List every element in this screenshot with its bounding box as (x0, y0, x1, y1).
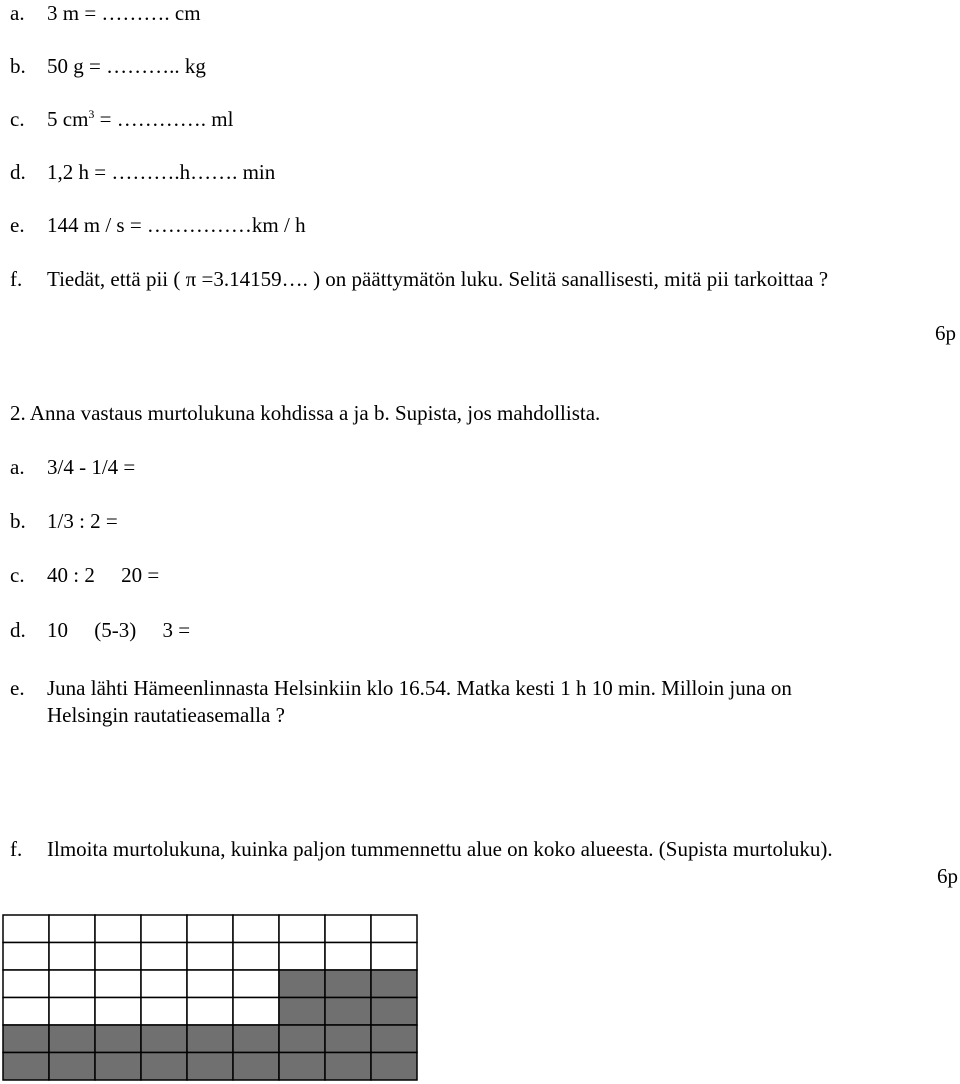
grid-cell-shaded (279, 1053, 325, 1081)
grid-cell (49, 943, 95, 971)
item-label: d. (10, 618, 26, 642)
grid-cell (3, 970, 49, 998)
points-label: 6p (935, 321, 956, 345)
grid-cell-shaded (95, 1053, 141, 1081)
grid-cell (95, 943, 141, 971)
item-text: Juna lähti Hämeenlinnasta Helsinkiin klo 16.54. Matka kesti 1 h 10 min. Milloin juna on (47, 676, 792, 700)
grid-cell (49, 915, 95, 943)
grid-cell (95, 915, 141, 943)
grid-cell-shaded (233, 1053, 279, 1081)
grid-cell-shaded (279, 970, 325, 998)
item-text: 10 (5-3) 3 = (47, 618, 191, 642)
item-label: e. (10, 213, 25, 237)
item-label: a. (10, 455, 25, 479)
item-text: 3/4 - 1/4 = (47, 455, 136, 479)
superscript: 3 (88, 107, 95, 121)
item-text: 144 m / s = ……………km / h (47, 213, 306, 237)
grid-cell-shaded (325, 998, 371, 1026)
grid-cell-shaded (371, 998, 417, 1026)
item-label: b. (10, 54, 26, 78)
item-text: 1/3 : 2 = (47, 509, 118, 533)
item-label: e. (10, 676, 25, 700)
item-label: d. (10, 160, 26, 184)
grid-cell (233, 998, 279, 1026)
grid-cell-shaded (325, 1053, 371, 1081)
item-label: c. (10, 563, 25, 587)
grid-cell-shaded (279, 1025, 325, 1053)
grid-cell (3, 943, 49, 971)
item-label: c. (10, 107, 25, 131)
points-label: 6p (937, 864, 958, 888)
grid-cell (325, 915, 371, 943)
grid-cell-shaded (279, 998, 325, 1026)
item-text: 50 g = ……….. kg (47, 54, 206, 78)
item-text-after: = …………. ml (94, 107, 234, 131)
grid-cell-shaded (325, 970, 371, 998)
grid-cell-shaded (187, 1025, 233, 1053)
grid-cell (233, 970, 279, 998)
grid-cell-shaded (49, 1053, 95, 1081)
grid-cell (187, 943, 233, 971)
grid-cell-shaded (141, 1025, 187, 1053)
grid-cell (371, 915, 417, 943)
grid-cell-shaded (141, 1053, 187, 1081)
grid-cell (49, 998, 95, 1026)
item-label: a. (10, 1, 25, 25)
item-label: f. (10, 837, 23, 861)
item-text: Tiedät, että pii ( π =3.14159…. ) on päättymätön luku. Selitä sanallisesti, mitä pii tarkoittaa ? (47, 267, 829, 291)
item-text: Ilmoita murtolukuna, kuinka paljon tummennettu alue on koko alueesta. (Supista murtoluku). (47, 837, 833, 861)
grid-cell (233, 915, 279, 943)
grid-cell (95, 970, 141, 998)
grid-cell-shaded (95, 1025, 141, 1053)
grid-cell (279, 943, 325, 971)
grid-cell-shaded (233, 1025, 279, 1053)
item-text-line2: Helsingin rautatieasemalla ? (47, 703, 285, 727)
section-heading: 2. Anna vastaus murtolukuna kohdissa a ja b. Supista, jos mahdollista. (10, 401, 601, 425)
grid-cell (141, 915, 187, 943)
grid-cell-shaded (371, 1025, 417, 1053)
grid-cell (3, 915, 49, 943)
grid-cell-shaded (371, 1053, 417, 1081)
grid-cell (49, 970, 95, 998)
grid-cell (187, 998, 233, 1026)
grid-cell-shaded (325, 1025, 371, 1053)
grid-cell (325, 943, 371, 971)
item-text: 3 m = ………. cm (47, 1, 201, 25)
grid-cell-shaded (187, 1053, 233, 1081)
grid-cell (187, 915, 233, 943)
item-text: 1,2 h = ……….h……. min (47, 160, 276, 184)
grid-cell-shaded (3, 1025, 49, 1053)
grid-cell (187, 970, 233, 998)
fraction-grid (2, 914, 420, 1082)
grid-cell-shaded (49, 1025, 95, 1053)
grid-cell (141, 998, 187, 1026)
grid-cell (95, 998, 141, 1026)
grid-cell (233, 943, 279, 971)
item-label: f. (10, 267, 23, 291)
grid-cell (371, 943, 417, 971)
grid-cell (141, 943, 187, 971)
item-text: 40 : 2 20 = (47, 563, 160, 587)
grid-cell (3, 998, 49, 1026)
grid-cell-shaded (3, 1053, 49, 1081)
grid-cell-shaded (371, 970, 417, 998)
item-label: b. (10, 509, 26, 533)
grid-cell (141, 970, 187, 998)
grid-cell (279, 915, 325, 943)
item-text (47, 106, 233, 132)
item-text-before: 5 cm (47, 107, 89, 131)
